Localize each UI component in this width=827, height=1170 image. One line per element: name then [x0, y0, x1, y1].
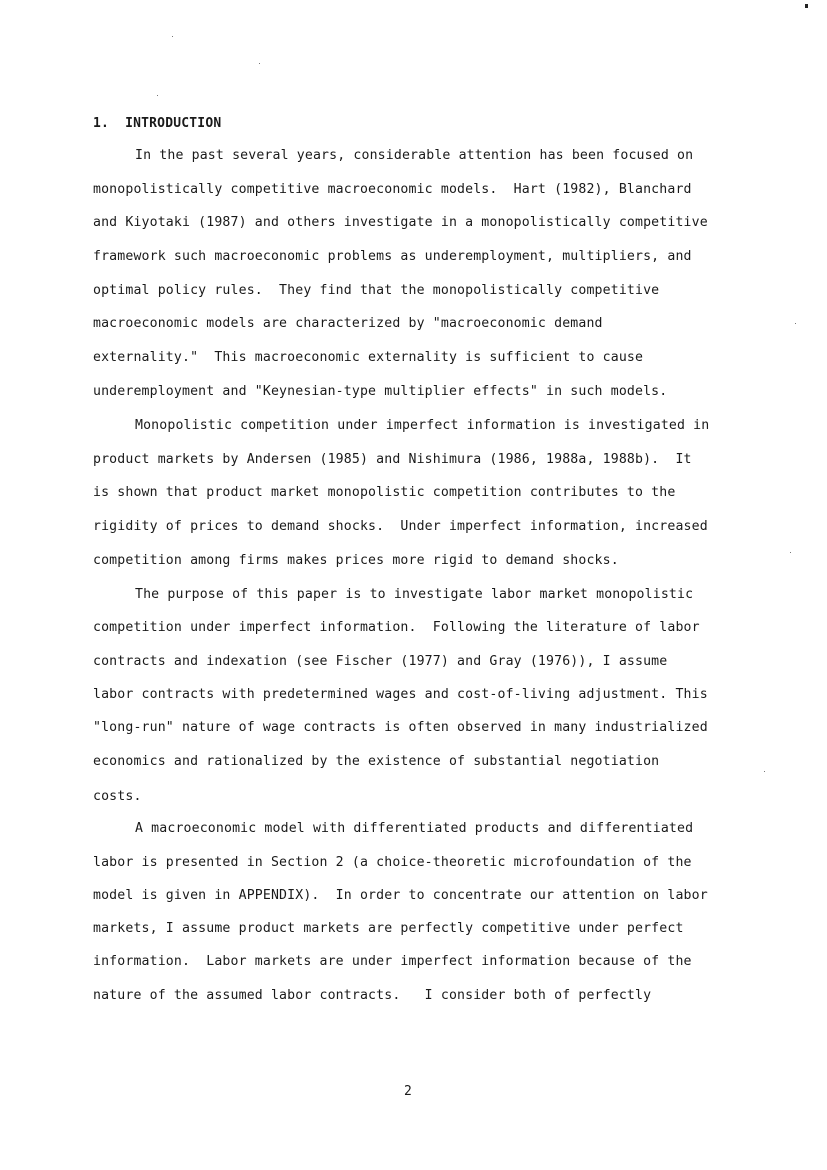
- paragraph-line: externality." This macroeconomic externality is sufficient to cause: [93, 350, 644, 365]
- paragraph-line: labor is presented in Section 2 (a choice-theoretic microfoundation of the: [93, 855, 692, 870]
- paragraph-line: monopolistically competitive macroeconomic models. Hart (1982), Blanchard: [93, 182, 692, 197]
- paragraph-line: nature of the assumed labor contracts. I consider both of perfectly: [93, 988, 652, 1003]
- paragraph-line: framework such macroeconomic problems as underemployment, multipliers, and: [93, 249, 692, 264]
- paragraph-line: economics and rationalized by the existence of substantial negotiation: [93, 754, 660, 769]
- paragraph-line: optimal policy rules. They find that the monopolistically competitive: [93, 283, 660, 298]
- scan-speck: [790, 552, 791, 553]
- scan-speck: [795, 323, 796, 324]
- paragraph-line: product markets by Andersen (1985) and Nishimura (1986, 1988a, 1988b). It: [93, 452, 692, 467]
- section-number: 1.: [93, 116, 110, 131]
- paragraph-line: A macroeconomic model with differentiated products and differentiated: [135, 821, 694, 836]
- paragraph-line: competition under imperfect information. Following the literature of labor: [93, 620, 700, 635]
- paragraph-line: labor contracts with predetermined wages and cost-of-living adjustment. This: [93, 687, 708, 702]
- paragraph-line: In the past several years, considerable attention has been focused on: [135, 148, 694, 163]
- scan-speck: [157, 95, 158, 96]
- scan-speck: [805, 4, 808, 8]
- paragraph-line: and Kiyotaki (1987) and others investigate in a monopolistically competitive: [93, 215, 708, 230]
- paragraph-line: Monopolistic competition under imperfect information is investigated in: [135, 418, 710, 433]
- paragraph-line: information. Labor markets are under imperfect information because of the: [93, 954, 692, 969]
- paragraph-line: macroeconomic models are characterized by "macroeconomic demand: [93, 316, 603, 331]
- paragraph-line: model is given in APPENDIX). In order to concentrate our attention on labor: [93, 888, 708, 903]
- paragraph-line: The purpose of this paper is to investigate labor market monopolistic: [135, 587, 694, 602]
- scan-speck: [172, 36, 173, 37]
- paragraph-line: costs.: [93, 789, 142, 804]
- section-heading: [93, 116, 221, 131]
- scan-speck: [764, 771, 765, 772]
- paragraph-line: contracts and indexation (see Fischer (1977) and Gray (1976)), I assume: [93, 654, 668, 669]
- paragraph-line: underemployment and "Keynesian-type multiplier effects" in such models.: [93, 384, 668, 399]
- section-title: INTRODUCTION: [125, 116, 222, 131]
- scan-speck: [259, 63, 260, 64]
- paragraph-line: rigidity of prices to demand shocks. Under imperfect information, increased: [93, 519, 708, 534]
- paragraph-line: is shown that product market monopolistic competition contributes to the: [93, 485, 676, 500]
- paragraph-line: markets, I assume product markets are perfectly competitive under perfect: [93, 921, 684, 936]
- paragraph-line: "long-run" nature of wage contracts is often observed in many industrialized: [93, 720, 708, 735]
- paragraph-line: competition among firms makes prices more rigid to demand shocks.: [93, 553, 619, 568]
- page-number: 2: [404, 1084, 412, 1099]
